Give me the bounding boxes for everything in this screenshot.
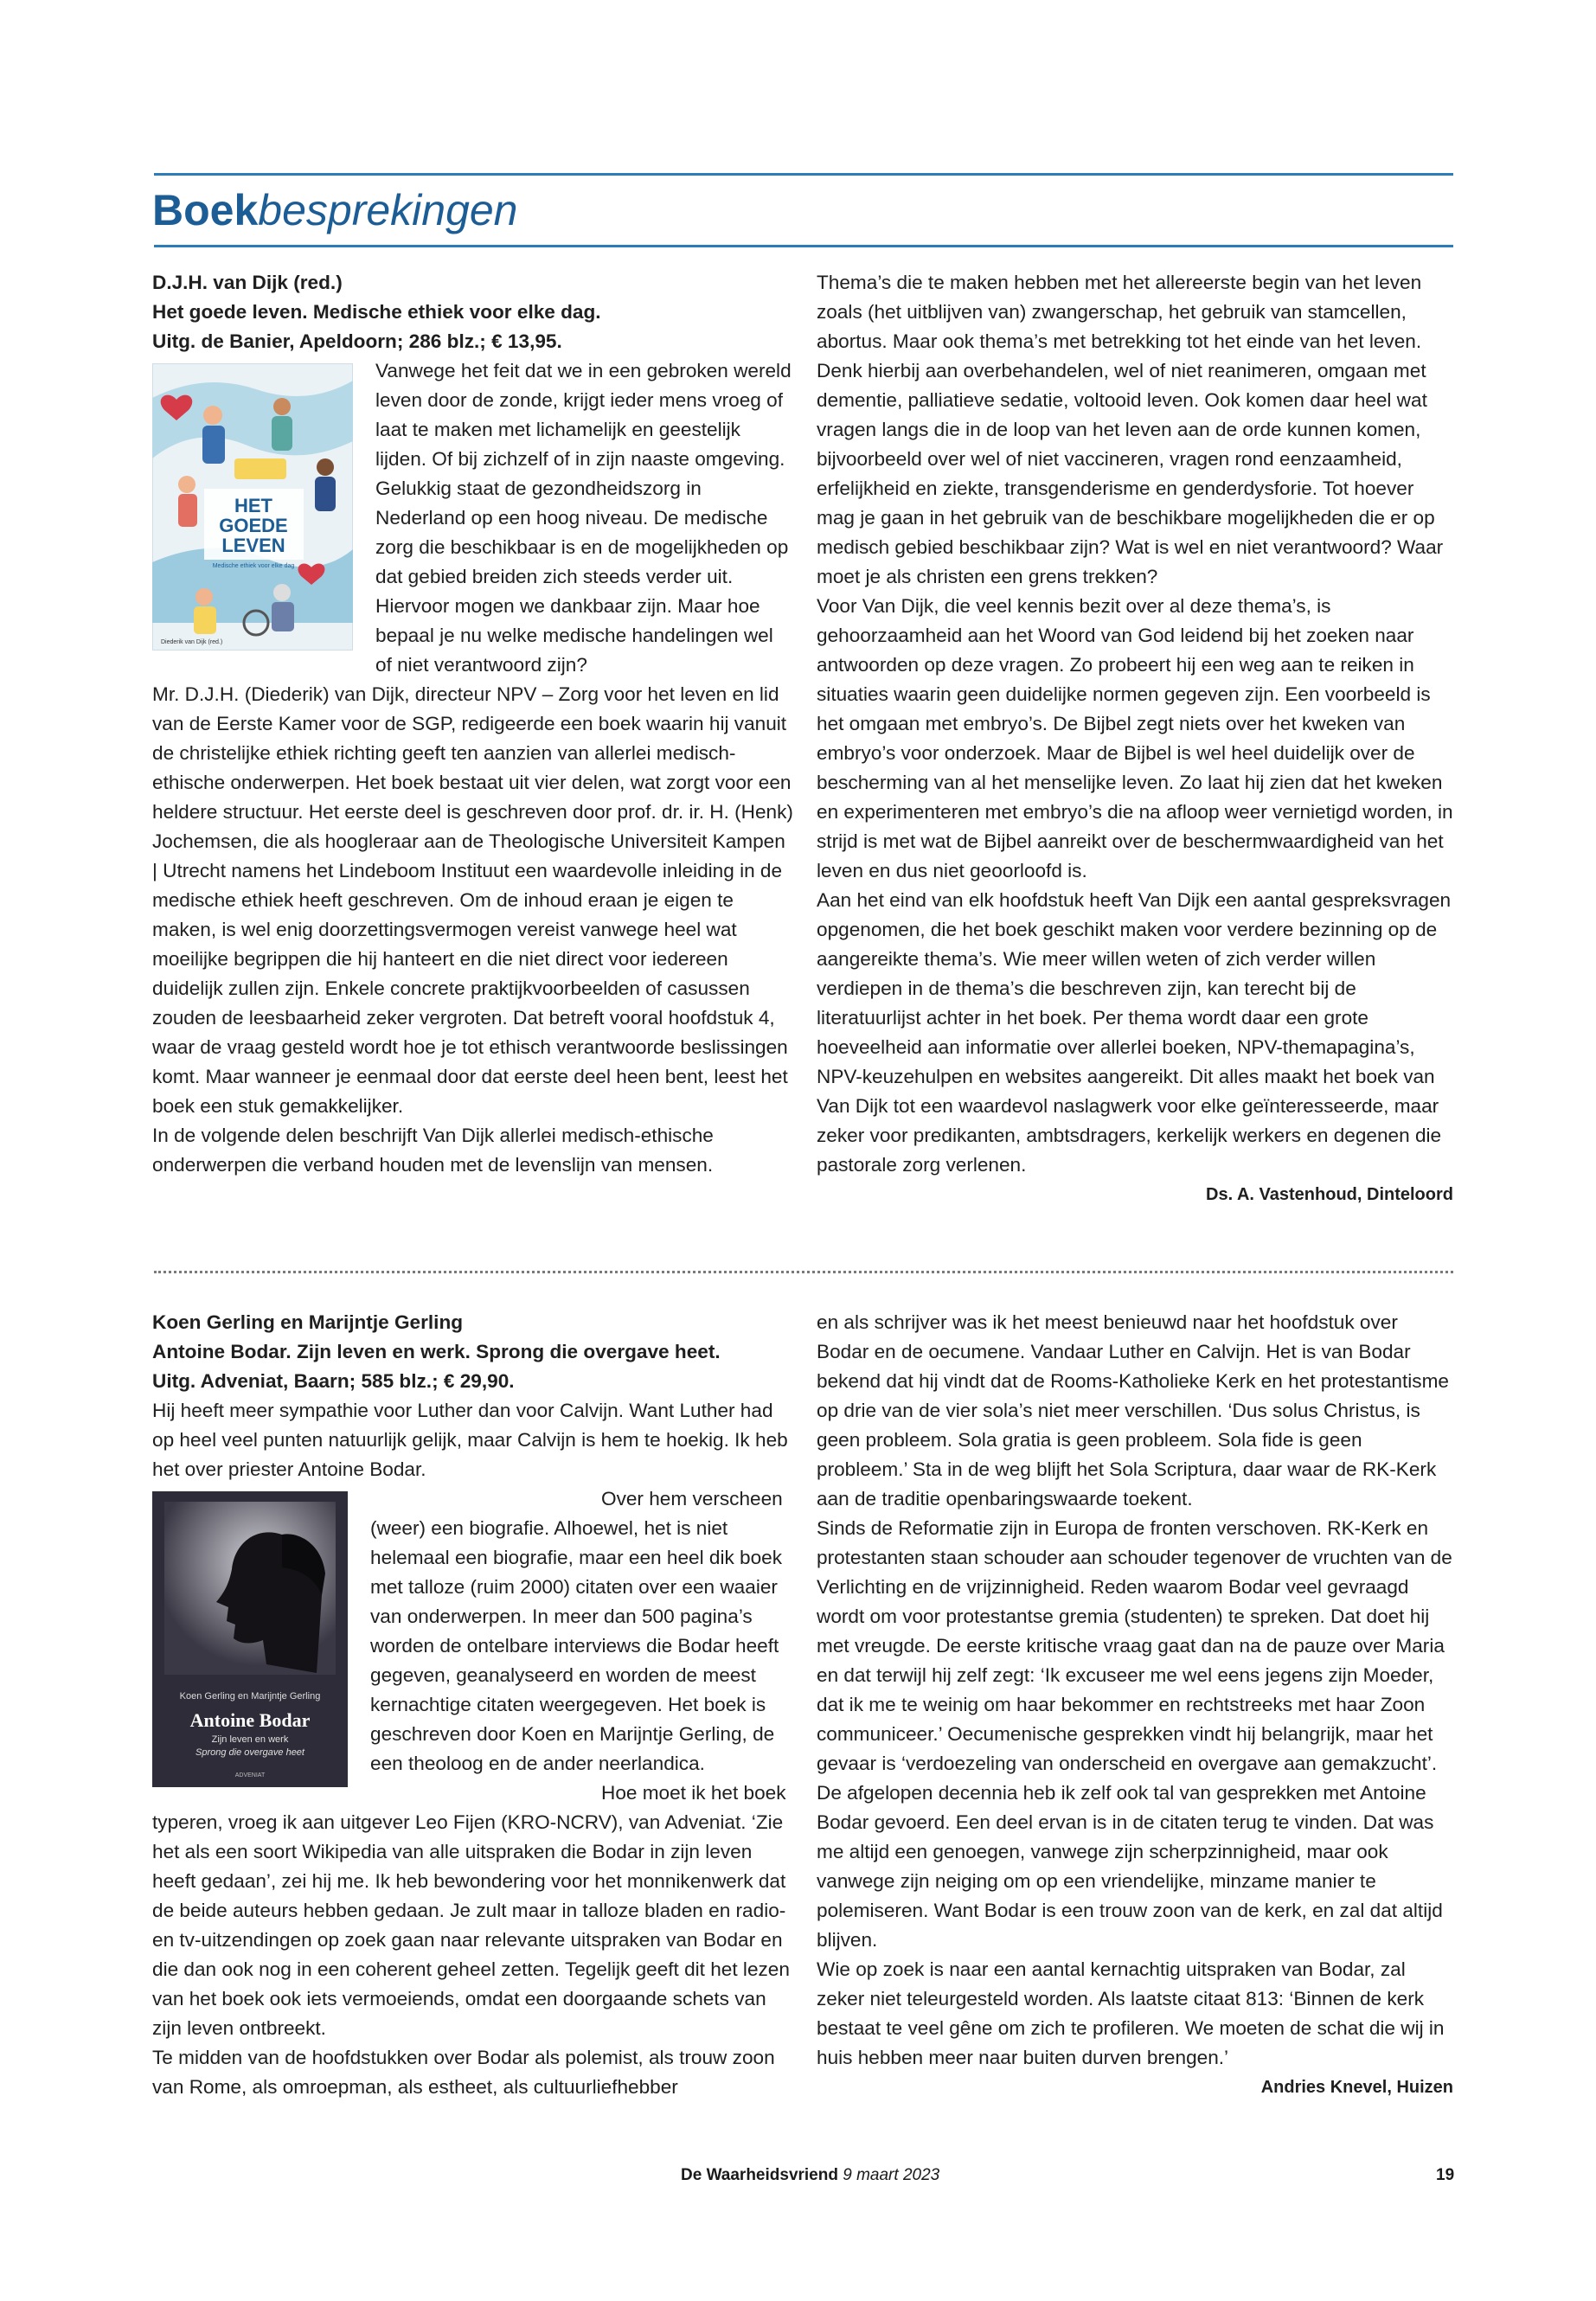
review2-paragraph: Wie op zoek is naar een aantal kernachtig uitspraken van Bodar, zal zeker niet teleurgesteld worden. Als laatste citaat 813: ‘Binnen de kerk bestaat te veel gêne om zich te profileren. We moeten de schat die wij in huis hebben meer naar buiten durven brengen.’ [817, 1958, 1445, 2068]
review2-publisher: Uitg. Adveniat, Baarn; 585 blz.; € 29,90. [152, 1370, 515, 1392]
review2-column-left [152, 1308, 794, 2102]
cover-illustration-goede-leven [152, 363, 353, 651]
cover1-title-line2: GOEDE [219, 515, 288, 536]
review1-publisher: Uitg. de Banier, Apeldoorn; 286 blz.; € 13,95. [152, 330, 562, 352]
review2-book-title: Antoine Bodar. Zijn leven en werk. Sprong die overgave heet. [152, 1341, 721, 1362]
review2-author: Koen Gerling en Marijntje Gerling [152, 1311, 464, 1333]
cover2-publisher: ADVENIAT [234, 1772, 266, 1779]
review1-author: D.J.H. van Dijk (red.) [152, 272, 343, 293]
header-rule-top [154, 173, 1453, 176]
review1-column-right [817, 268, 1453, 1209]
review1-paragraph: In de volgende delen beschrijft Van Dijk allerlei medisch-ethische onderwerpen die verband houden met de levenslijn van mensen. [152, 1125, 714, 1176]
review2-paragraph: Sinds de Reformatie zijn in Europa de fronten verschoven. RK-Kerk en protestanten staan schouder aan schouder tegenover de vruchten van de Verlichting en de vrijzinnigheid. Reden waarom Bodar veel gevraagd wordt om voor protestantse gremia (studenten) te spreken. Dat doet hij met vreugde. De eerste kritische vraag gaat dan na de pauze over Maria en dat terwijl hij zelf zegt: ‘Ik excuseer me wel eens jegens zijn Moeder, dat ik me te weinig om haar bekommer en rechtstreeks met haar Zoon communiceer.’ Oecumenische gesprekken vindt hij belangrijk, maar het gevaar is ‘verdoezeling van onderscheid en overgave aan gemakzucht’. [817, 1517, 1452, 1774]
heading-italic: besprekingen [258, 186, 518, 234]
cover-illustration-bodar [152, 1491, 348, 1787]
review1-paragraph: Aan het eind van elk hoofdstuk heeft Van Dijk een aantal gespreksvragen opgenomen, die het boek geschikt maken voor verdere bezinning op de aangereikte thema’s. Wie meer willen weten of zich verder willen verdiepen in de thema’s die beschreven zijn, kan terecht bij de literatuurlijst achter in het boek. Per thema wordt daar een grote hoeveelheid aan informatie over allerlei boeken, NPV-themapagina’s, NPV-keuzehulpen en websites aangereikt. Dit alles maakt het boek van Van Dijk tot een waardevol naslagwerk voor elke geïnteresseerde, maar zeker voor predikanten, ambtsdragers, kerkelijk werkers en degenen die pastorale zorg verlenen. [817, 889, 1452, 1176]
header-rule-bottom [154, 245, 1453, 247]
cover2-title: Antoine Bodar [189, 1709, 311, 1731]
section-heading [152, 180, 518, 240]
cover1-title-line3: LEVEN [221, 535, 285, 556]
review1-signature: Ds. A. Vastenhoud, Dinteloord [1206, 1185, 1453, 1204]
review2-paragraph: Over hem verscheen (weer) een biografie. Alhoewel, het is niet helemaal een biografie, maar een heel dik boek met talloze (ruim 2000) citaten over een waaier van onderwerpen. In meer dan 500 pagina’s worden de ontelbare interviews die Bodar heeft gegeven, geanalyseerd en worden de meest kernachtige citaten weergegeven. Het boek is geschreven door Koen en Marijntje Gerling, de een theoloog en de ander neerlandica. [370, 1488, 783, 1774]
review2-paragraph: Te midden van de hoofdstukken over Bodar als polemist, als trouw zoon van Rome, als omroepman, als estheet, als cultuurliefhebber [152, 2047, 775, 2098]
cover1-title-line1: HET [234, 495, 272, 516]
footer-publication [681, 2164, 939, 2187]
book-cover-antoine-bodar [152, 1491, 348, 1796]
review-separator [154, 1271, 1453, 1273]
cover1-subtitle: Medische ethiek voor elke dag [212, 563, 295, 569]
footer-title: De Waarheidsvriend [681, 2166, 838, 2184]
review2-paragraph: De afgelopen decennia heb ik zelf ook tal van gesprekken met Antoine Bodar gevoerd. Een deel ervan is in de citaten terug te vinden. Dat was me altijd een genoegen, vanwege zijn scherpzinnigheid, maar ook vanwege zijn neiging om op een vriendelijke, minzame manier te polemiseren. Want Bodar is een trouw zoon van de kerk, en zal dat altijd blijven. [817, 1782, 1443, 1951]
cover2-line3: Sprong die overgave heet [195, 1747, 304, 1758]
review2-paragraph: en als schrijver was ik het meest benieuwd naar het hoofdstuk over Bodar en de oecumene. Vandaar Luther en Calvijn. Het is van Bodar bekend dat hij vindt dat de Rooms-Katholieke Kerk en het protestantisme op drie van de vier sola’s niet meer verschillen. ‘Dus solus Christus, is geen probleem. Sola gratia is geen probleem. Sola fide is geen probleem.’ Sta in de weg blijft het Sola Scriptura, daar waar de RK-Kerk aan de traditie openbaringswaarde toekent. [817, 1311, 1449, 1509]
page-number: 19 [1436, 2166, 1455, 2184]
cover1-author: Diederik van Dijk (red.) [161, 639, 223, 645]
review2-column-right [817, 1308, 1453, 2102]
cover2-authors: Koen Gerling en Marijntje Gerling [179, 1691, 321, 1702]
book-cover-het-goede-leven [152, 363, 353, 659]
review1-paragraph: Mr. D.J.H. (Diederik) van Dijk, directeur NPV – Zorg voor het leven en lid van de Eerste Kamer voor de SGP, redigeerde een boek waarin hij vanuit de christelijke ethiek richting geeft ten aanzien van allerlei medisch-ethische onderwerpen. Het boek bestaat uit vier delen, wat zorgt voor een heldere structuur. Het eerste deel is geschreven door prof. dr. ir. H. (Henk) Jochemsen, die als hoogleraar aan de Theologische Universiteit Kampen | Utrecht namens het Lindeboom Instituut een waardevolle inleiding in de medische ethiek heeft geschreven. Om de inhoud eraan je eigen te maken, is wel enig doorzettingsvermogen vereist vanwege heel wat moeilijke begrippen die hij hanteert en die niet direct voor iedereen duidelijk zullen zijn. Enkele concrete praktijkvoorbeelden of casussen zouden de leesbaarheid zeker vergroten. Dat betreft vooral hoofdstuk 4, waar de vraag gesteld wordt hoe je tot ethisch verantwoorde beslissingen komt. Maar wanneer je eenmaal door dat eerste deel heen bent, leest het boek een stuk gemakkelijker. [152, 683, 793, 1117]
review1-column-left [152, 268, 794, 1180]
review1-book-title: Het goede leven. Medische ethiek voor elke dag. [152, 301, 601, 323]
review1-paragraph: Thema’s die te maken hebben met het allereerste begin van het leven zoals (het uitblijven van) zwangerschap, het gebruik van stamcellen, abortus. Maar ook thema’s met betrekking tot het einde van het leven. Denk hierbij aan overbehandelen, wel of niet reanimeren, omgaan met dementie, palliatieve sedatie, voltooid leven. Ook komen daar heel wat vragen langs die in de loop van het leven aan de orde kunnen komen, bijvoorbeeld over wel of niet vaccineren, vragen rond eenzaamheid, erfelijkheid en ziekte, transgenderisme en genderdysforie. Tot hoever mag je gaan in het gebruik van de beschikbare mogelijkheden die er op medisch gebied beschikbaar zijn? Wat is wel en niet verantwoord? Waar moet je als christen een grens trekken? [817, 272, 1444, 587]
heading-bold: Boek [152, 186, 259, 234]
review1-paragraph: Vanwege het feit dat we in een gebroken wereld leven door de zonde, krijgt ieder mens vroeg of laat te maken met lichamelijk en geestelijk lijden. Of bij zichzelf of in zijn naaste omgeving. Gelukkig staat de gezondheidszorg in Nederland op een hoog niveau. De medische zorg die beschikbaar is en de mogelijkheden op dat gebied breiden zich steeds verder uit. Hiervoor mogen we dankbaar zijn. Maar hoe bepaal je nu welke medische handelingen wel of niet verantwoord zijn? [375, 360, 792, 676]
review2-paragraph: Hoe moet ik het boek typeren, vroeg ik aan uitgever Leo Fijen (KRO-NCRV), van Adveniat. ‘Zie het als een soort Wikipedia van alle uitspraken die Bodar in zijn leven heeft gedaan’, zei hij me. Ik heb bewondering voor het monnikenwerk dat de beide auteurs hebben gedaan. Je zult maar in talloze bladen en radio- en tv-uitzendingen op zoek gaan naar relevante uitspraken van Bodar en die dan ook nog in een coherent geheel zetten. Tegelijk geeft dit het lezen van het boek ook iets vermoeiends, omdat een doorgaande schets van zijn leven ontbreekt. [152, 1782, 790, 2039]
review2-paragraph: Hij heeft meer sympathie voor Luther dan voor Calvijn. Want Luther had op heel veel punten natuurlijk gelijk, maar Calvijn is hem te hoekig. Ik heb het over priester Antoine Bodar. [152, 1400, 788, 1480]
footer-date: 9 maart 2023 [843, 2166, 940, 2184]
review2-signature: Andries Knevel, Huizen [1260, 2078, 1453, 2097]
review1-paragraph: Voor Van Dijk, die veel kennis bezit over al deze thema’s, is gehoorzaamheid aan het Woord van God leidend bij het zoeken naar antwoorden op deze vragen. Zo probeert hij een weg aan te reiken in situaties waarin geen duidelijke normen gegeven zijn. Een voorbeeld is het omgaan met embryo’s. De Bijbel zegt niets over het kweken van embryo’s voor onderzoek. Maar de Bijbel is wel heel duidelijk over de bescherming van al het menselijke leven. Zo laat hij zien dat het kweken en experimenteren met embryo’s die na afloop weer vernietigd worden, in strijd is met wat de Bijbel aanreikt over de beschermwaardigheid van het leven en dus niet geoorloofd is. [817, 595, 1453, 881]
cover2-line2: Zijn leven en werk [211, 1734, 289, 1745]
